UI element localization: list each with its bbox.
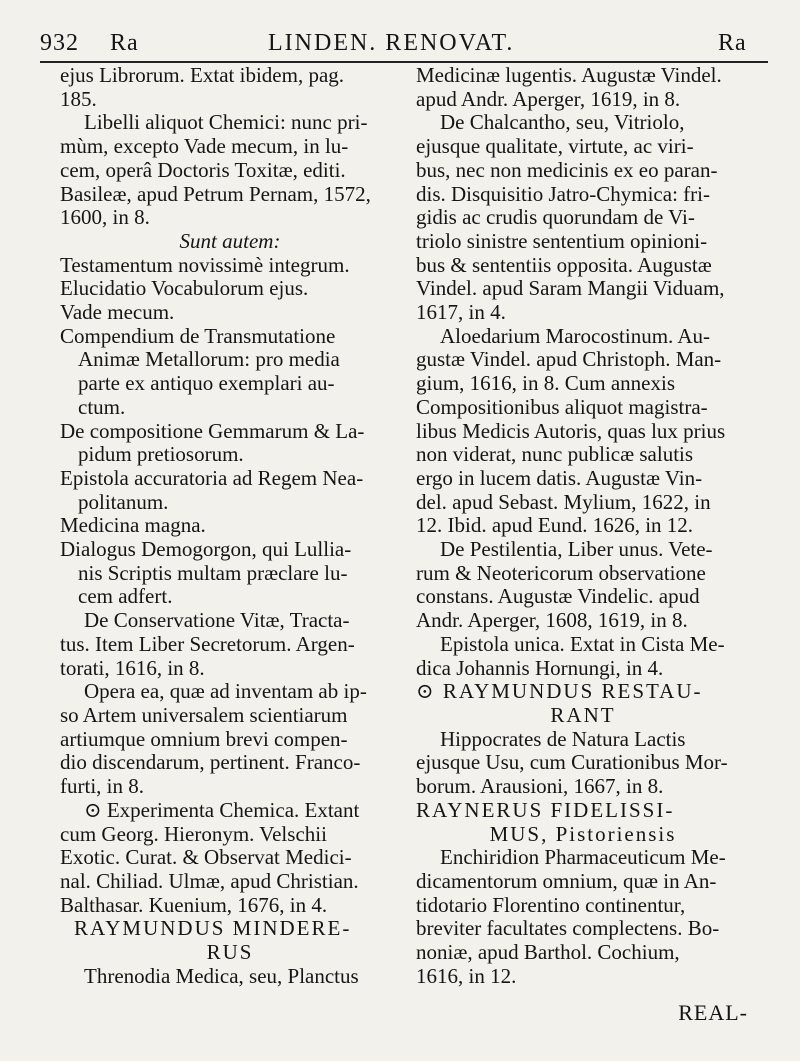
page-number: 932 bbox=[40, 30, 79, 56]
left-section-letters: Ra bbox=[110, 30, 139, 56]
text-line: constans. Augustæ Vindelic. apud bbox=[416, 584, 700, 609]
author-heading: RANT bbox=[550, 702, 616, 727]
author-heading: RAYMUNDUS MINDERE- bbox=[74, 916, 352, 941]
text-line: parte ex antiquo exemplari au- bbox=[78, 371, 335, 396]
text-line: noniæ, apud Barthol. Cochium, bbox=[416, 940, 680, 965]
text-line: Vade mecum. bbox=[60, 300, 175, 325]
catchword: REAL- bbox=[678, 1000, 748, 1025]
text-line: Animæ Metallorum: pro media bbox=[78, 347, 340, 372]
text-line: 1600, in 8. bbox=[60, 205, 150, 230]
text-line: del. apud Sebast. Mylium, 1622, in bbox=[416, 489, 711, 514]
text-line: dio discendarum, pertinent. Franco- bbox=[60, 750, 361, 775]
text-line: bus & sententiis opposita. Augustæ bbox=[416, 252, 712, 277]
text-line: borum. Arausioni, 1667, in 8. bbox=[416, 774, 664, 799]
text-line: gustæ Vindel. apud Christoph. Man- bbox=[416, 347, 722, 372]
text-line: dis. Disquisitio Jatro-Chymica: fri- bbox=[416, 181, 710, 206]
text-line: Dialogus Demogorgon, qui Lullia- bbox=[60, 537, 352, 562]
text-line: nis Scriptis multam præclare lu- bbox=[78, 560, 348, 585]
text-line: cum Georg. Hieronym. Velschii bbox=[60, 821, 327, 846]
left-column bbox=[60, 64, 400, 988]
text-line: apud Andr. Aperger, 1619, in 8. bbox=[416, 86, 681, 111]
text-line: ⊙ Experimenta Chemica. Extant bbox=[84, 797, 360, 822]
text-line: ctum. bbox=[78, 394, 126, 419]
text-line: tidotario Florentino continentur, bbox=[416, 892, 686, 917]
text-line: torati, 1616, in 8. bbox=[60, 655, 205, 680]
text-line: ejusque qualitate, virtute, ac viri- bbox=[416, 134, 694, 159]
text-line: Threnodia Medica, seu, Planctus bbox=[84, 963, 359, 988]
text-line: De Chalcantho, seu, Vitriolo, bbox=[440, 110, 685, 135]
text-line: dicamentorum omnium, quæ in An- bbox=[416, 868, 717, 893]
text-line: libus Medicis Autoris, quas lux prius bbox=[416, 418, 726, 443]
text-line: 1616, in 12. bbox=[416, 963, 517, 988]
text-line: triolo sinistre sententium opinioni- bbox=[416, 228, 708, 253]
text-line: Elucidatio Vocabulorum ejus. bbox=[60, 276, 309, 301]
text-line: Compendium de Transmutatione bbox=[60, 323, 336, 348]
text-line: nal. Chiliad. Ulmæ, apud Christian. bbox=[60, 868, 359, 893]
text-line: 185. bbox=[60, 86, 97, 111]
text-line: Compositionibus aliquot magistra- bbox=[416, 394, 708, 419]
text-line: Enchiridion Pharmaceuticum Me- bbox=[440, 845, 726, 870]
text-line: Basileæ, apud Petrum Pernam, 1572, bbox=[60, 181, 371, 206]
text-line: gidis ac crudis quorundam de Vi- bbox=[416, 205, 695, 230]
text-line: cem adfert. bbox=[78, 584, 173, 609]
text-line: artiumque omnium brevi compen- bbox=[60, 726, 348, 751]
text-line: rum & Neotericorum observatione bbox=[416, 560, 706, 585]
author-heading: RUS bbox=[206, 940, 254, 965]
text-line: furti, in 8. bbox=[60, 774, 144, 799]
text-line: Epistola unica. Extat in Cista Me- bbox=[440, 631, 725, 656]
text-line: 1617, in 4. bbox=[416, 300, 506, 325]
text-line: dica Johannis Hornungi, in 4. bbox=[416, 655, 664, 680]
text-line: ergo in lucem datis. Augustæ Vin- bbox=[416, 465, 703, 490]
text-line: pidum pretiosorum. bbox=[78, 442, 244, 467]
right-column bbox=[416, 64, 750, 988]
text-line: bus, nec non medicinis ex eo paran- bbox=[416, 157, 718, 182]
section-subheading: Sunt autem: bbox=[179, 228, 281, 253]
text-line: cem, operâ Doctoris Toxitæ, editi. bbox=[60, 157, 346, 182]
text-line: Opera ea, quæ ad inventam ab ip- bbox=[84, 679, 367, 704]
text-line: De compositione Gemmarum & La- bbox=[60, 418, 365, 443]
text-line: Medicinæ lugentis. Augustæ Vindel. bbox=[416, 63, 722, 87]
running-header bbox=[0, 30, 800, 64]
text-line: Andr. Aperger, 1608, 1619, in 8. bbox=[416, 608, 688, 633]
text-line: De Conservatione Vitæ, Tracta- bbox=[84, 608, 350, 633]
text-line: breviter facultates complectens. Bo- bbox=[416, 916, 720, 941]
right-section-letters: Ra bbox=[718, 30, 747, 56]
text-line: De Pestilentia, Liber unus. Vete- bbox=[440, 537, 713, 562]
author-heading: MUS, Pistoriensis bbox=[489, 821, 677, 846]
text-line: Medicina magna. bbox=[60, 513, 206, 538]
text-line: tus. Item Liber Secretorum. Argen- bbox=[60, 631, 355, 656]
text-line: Libelli aliquot Chemici: nunc pri- bbox=[84, 110, 368, 135]
text-line: Hippocrates de Natura Lactis bbox=[440, 726, 686, 751]
text-line: mùm, excepto Vade mecum, in lu- bbox=[60, 134, 349, 159]
text-line: Aloedarium Marocostinum. Au- bbox=[440, 323, 711, 348]
text-line: so Artem universalem scientiarum bbox=[60, 702, 348, 727]
text-line: 12. Ibid. apud Eund. 1626, in 12. bbox=[416, 513, 694, 538]
text-line: Vindel. apud Saram Mangii Viduam, bbox=[416, 276, 725, 301]
text-line: ejusque Usu, cum Curationibus Mor- bbox=[416, 750, 728, 775]
running-title: LINDEN. RENOVAT. bbox=[268, 30, 515, 56]
text-line: Epistola accuratoria ad Regem Nea- bbox=[60, 465, 364, 490]
author-heading: RAYNERUS FIDELISSI- bbox=[416, 797, 675, 822]
text-line: gium, 1616, in 8. Cum annexis bbox=[416, 371, 675, 396]
text-line: non viderat, nunc publicæ salutis bbox=[416, 442, 694, 467]
text-line: politanum. bbox=[78, 489, 169, 514]
text-line: Testamentum novissimè integrum. bbox=[60, 252, 350, 277]
text-line: Balthasar. Kuenium, 1676, in 4. bbox=[60, 892, 328, 917]
author-heading: ⊙ RAYMUNDUS RESTAU- bbox=[416, 679, 703, 704]
text-line: Exotic. Curat. & Observat Medici- bbox=[60, 845, 352, 870]
text-line: ejus Librorum. Extat ibidem, pag. bbox=[60, 63, 345, 87]
